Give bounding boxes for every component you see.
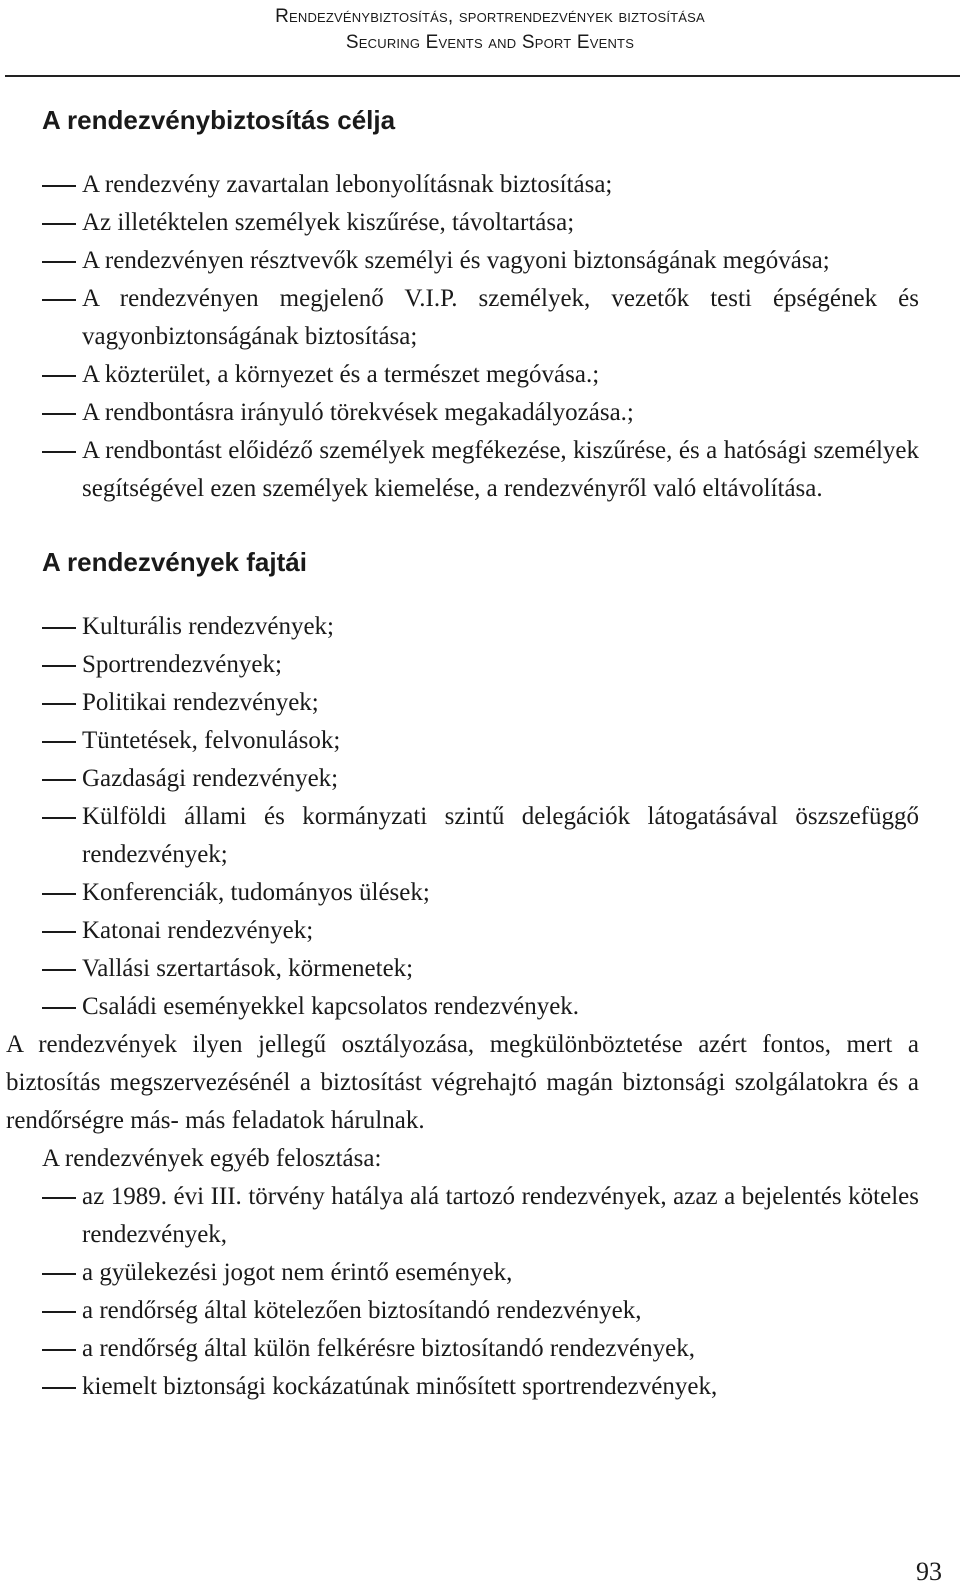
list-item: a gyülekezési jogot nem érintő események, xyxy=(82,1259,513,1286)
list-item: Külföldi állami és kormányzati szintű delegációk látogatásával öszszefüggő rendezvények; xyxy=(82,803,919,868)
list-item: Gazdasági rendezvények; xyxy=(82,765,339,792)
list-item: A rendbontásra irányuló törekvések megakadályozása.; xyxy=(82,399,634,426)
list-item: Tüntetések, felvonulások; xyxy=(82,727,341,754)
list-item: A közterület, a környezet és a természet megóvása.; xyxy=(82,361,600,388)
header-rule xyxy=(5,75,960,77)
list-item: a rendőrség által külön felkérésre biztosítandó rendezvények, xyxy=(82,1335,695,1362)
other-division-intro: A rendezvények egyéb felosztása: xyxy=(42,1145,382,1172)
page-content xyxy=(0,100,955,1406)
list-item: A rendezvényen résztvevők személyi és vagyoni biztonságának megóvása; xyxy=(82,247,830,274)
section-heading-goals: A rendezvénybiztosítás célja xyxy=(42,105,396,135)
section-heading-types: A rendezvények fajtái xyxy=(42,547,307,577)
list-item: A rendezvény zavartalan lebonyolításnak biztosítása; xyxy=(82,171,613,198)
list-item: az 1989. évi III. törvény hatálya alá tartozó rendezvények, azaz a bejelentés köteles rendezvények, xyxy=(82,1183,919,1248)
list-item: Katonai rendezvények; xyxy=(82,917,314,944)
list-item: Az illetéktelen személyek kiszűrése, távoltartása; xyxy=(82,209,575,236)
classification-paragraph: A rendezvények ilyen jellegű osztályozása, megkülönböztetése azért fontos, mert a biztosítás megszervezésénél a biztosítást végrehajtó magán biztonsági szolgálatokra és a rendőrségre más- más feladatok hárulnak. xyxy=(6,1031,919,1134)
page-number: 93 xyxy=(916,1557,942,1586)
list-item: kiemelt biztonsági kockázatúnak minősített sportrendezvények, xyxy=(82,1373,718,1400)
list-item: Családi eseményekkel kapcsolatos rendezvények. xyxy=(82,993,580,1020)
event-types-list xyxy=(0,608,955,1026)
list-item: Politikai rendezvények; xyxy=(82,689,319,716)
list-item: a rendőrség által kötelezően biztosítandó rendezvények, xyxy=(82,1297,642,1324)
list-item: Vallási szertartások, körmenetek; xyxy=(82,955,414,982)
list-item: Sportrendezvények; xyxy=(82,651,282,678)
list-item: Kulturális rendezvények; xyxy=(82,613,334,640)
header-title-hu: Rendezvénybiztosítás, sportrendezvények biztosítása xyxy=(275,6,705,27)
header-title-en: Securing Events and Sport Events xyxy=(345,32,635,53)
list-item: A rendbontást előidéző személyek megfékezése, kiszűrése, és a hatósági személyek segítségével ezen személyek kiemelése, a rendezvényről való eltávolítása. xyxy=(82,437,919,502)
running-header xyxy=(20,4,960,56)
goals-list xyxy=(0,166,955,508)
list-item: A rendezvényen megjelenő V.I.P. személyek, vezetők testi épségének és vagyonbiztonságának biztosítása; xyxy=(82,285,919,350)
list-item: Konferenciák, tudományos ülések; xyxy=(82,879,430,906)
other-division-list xyxy=(0,1178,955,1406)
